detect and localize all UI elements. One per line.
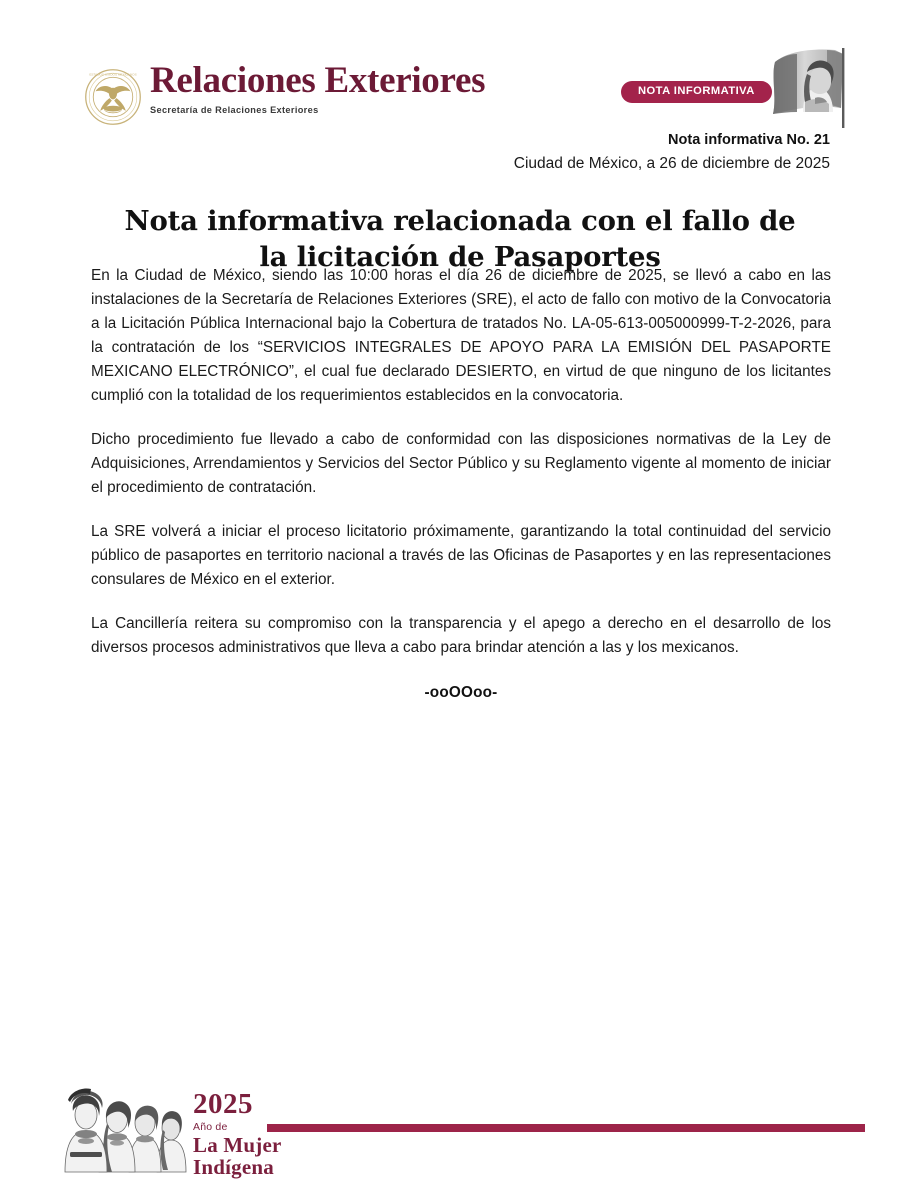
mexico-national-seal-icon — [84, 68, 142, 126]
footer-accent-rule — [267, 1124, 865, 1132]
woman-with-mexican-flag-illustration — [757, 42, 859, 130]
svg-text:ESTADOS UNIDOS MEXICANOS: ESTADOS UNIDOS MEXICANOS — [89, 72, 137, 77]
document-body — [91, 264, 831, 702]
paragraph: Dicho procedimiento fue llevado a cabo de conformidad con las disposiciones normativas de la Ley de Adquisiciones, Arrendamientos y Servicios del Sector Público y su Reglamento vigente al momento de iniciar el procedimiento de contratación. — [91, 431, 831, 497]
page-title: Nota informativa relacionada con el fallo de la licitación de Pasaportes — [124, 205, 796, 273]
status-badge: NOTA INFORMATIVA — [621, 81, 772, 103]
document-meta — [514, 130, 830, 176]
closing-mark: -ooOOoo- — [424, 684, 498, 702]
paragraph: La SRE volverá a iniciar el proceso licitatorio próximamente, garantizando la total continuidad del servicio público de pasaportes en territorio nacional a través de las Oficinas de Pasaportes y en las representaciones consulares de México en el exterior. — [91, 523, 831, 589]
year-campaign-label — [193, 1090, 282, 1178]
brand-title: Relaciones Exteriores — [150, 60, 486, 101]
document-header — [0, 0, 918, 130]
document-footer — [0, 1078, 918, 1188]
brand-subtitle: Secretaría de Relaciones Exteriores — [150, 104, 319, 115]
note-number: Nota informativa No. 21 — [668, 132, 830, 148]
four-indigenous-women-illustration — [57, 1086, 190, 1174]
campaign-line-2: Indígena — [193, 1154, 274, 1179]
campaign-line-1: La Mujer — [193, 1132, 282, 1157]
brand-text-block — [150, 62, 485, 115]
paragraph: En la Ciudad de México, siendo las 10:00 horas el día 26 de diciembre de 2025, se llevó a cabo en las instalaciones de la Secretaría de Relaciones Exteriores (SRE), el acto de fallo con motivo de la Convocatoria a la Licitación Pública Internacional bajo la Cobertura de tratados No. LA-05-613-005000999-T-2-2026, para la contratación de los “SERVICIOS INTEGRALES DE APOYO PARA LA EMISIÓN DEL PASAPORTE MEXICANO ELECTRÓNICO”, el cual fue declarado DESIERTO, en virtud de que ninguno de los licitantes cumplió con la totalidad de los requerimientos establecidos en la convocatoria. — [91, 267, 831, 405]
place-and-date: Ciudad de México, a 26 de diciembre de 2025 — [513, 154, 830, 172]
paragraph: La Cancillería reitera su compromiso con la transparencia y el apego a derecho en el desarrollo de los diversos procesos administrativos que lleva a cabo para brindar atención a las y los mexicanos. — [91, 615, 831, 657]
campaign-prefix: Año de — [193, 1121, 228, 1133]
brand-lockup — [84, 62, 485, 126]
campaign-year: 2025 — [193, 1088, 253, 1120]
